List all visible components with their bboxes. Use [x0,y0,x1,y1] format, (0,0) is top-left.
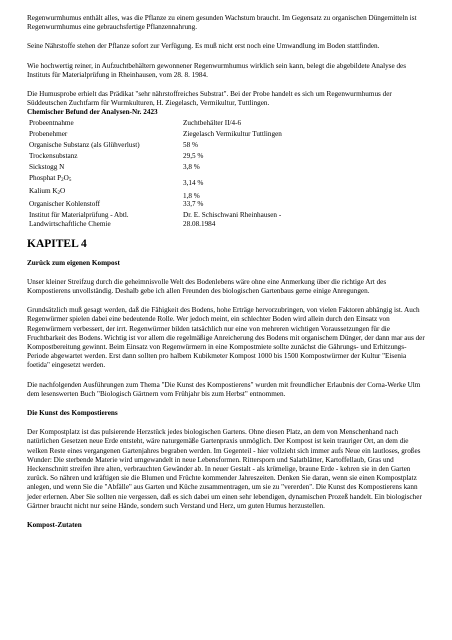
table-cell-value: Zuchtbehälter II/4-6 [183,119,242,128]
table-row [27,174,405,187]
table-row [27,163,405,174]
table-row [27,152,405,163]
table-cell-value: 29,5 % [183,152,204,161]
table-row [27,211,405,228]
signature-line: Dr. E. Schischwani Rheinhausen - [183,211,282,220]
formula-subscript: 5 [68,178,72,184]
institute-line: Landwirtschaftliche Chemie [29,220,111,229]
table-cell-value: 3,14 % [183,178,204,187]
table-cell-key [27,187,181,200]
chapter-paragraph-4: Der Kompostplatz ist das pulsierende Herzstück jedes biologischen Gartens. Ohne diesen Platz, an dem von Menschenhand nach natürlichen Gesetzen neue Erde entsteht, wäre naturgemäße Gartenpraxis unmöglich. Der Kompost ist kein trauriger Ort, an dem die welken Reste eines vergangenen Gartenjahres begraben werden. Im Gegenteil - hier vollzieht sich immer aufs Neue ein lautloses, großes Wunder: Die sterbende Materie wird umgewandelt in neue Lebensformen. Rittersporn und Salatblätter, Kartoffellaub, Gras und Heckenschnitt streifen ihre alten, verbrauchten Gewänder ab. In neuer Gestalt - als krümelige, braune Erde - kehren sie in den Garten zurück. So nähren und kräftigen sie die Blumen und Früchte kommender Jahreszeiten. Denken Sie daran, wenn sie einen Kompostplatz anlegen, und wenn Sie die "Abfälle" aus Garten und Küche zusammentragen, um sie zu "vererden". Die Kunst des Kompostierens kann jeder erlernen. Aber Sie sollten nie vergessen, daß es sich dabei um einen sehr lebendigen, dynamischen Prozeß handelt. Ein biologischer Gärtner braucht nicht nur seine Hände, sondern such Verstand und Herz, um guten Humus herzustellen. [27,428,422,510]
chapter-paragraph-3: Die nachfolgenden Ausführungen zum Thema "Die Kunst des Kompostierens" wurden mit freundlicher Erlaubnis der Corna-Werke Ulm dem lesenswerten Buch "Biologisch Gärtnern vom Frühjahr bis zum Herbst" entnommen. [27,380,421,398]
institute-line: Institut für Materialprüfung - Abtl. [29,211,129,220]
analysis-table [27,119,405,228]
table-cell-value: 58 % [183,141,198,150]
document-page [27,14,427,540]
paragraph-intro-1: Regenwurmhumus enthält alles, was die Pflanze zu einem gesunden Wachstum braucht. Im Gegensatz zu organischen Düngemitteln ist Regenwurmhumus eine gebrauchsfertige Pflanzennahrung. [27,14,417,32]
table-cell-value [181,211,405,228]
analysis-table-title: Chemischer Befund der Analysen-Nr. 2423 [27,108,158,117]
formula-main: Kalium K [29,187,58,196]
formula-main: Phosphat P [29,174,62,183]
formula-subscript: 2 [57,191,61,197]
section-heading-zutaten: Kompost-Zutaten [27,521,82,530]
table-cell-key: Organische Substanz (als Glühverlust) [29,141,140,150]
table-cell-key [27,174,181,187]
table-cell-key: Probenehmer [29,130,68,139]
table-row [27,141,405,152]
chapter-title: KAPITEL 4 [27,237,87,250]
table-row [27,130,405,141]
section-heading-kunst: Die Kunst des Kompostierens [27,409,118,418]
paragraph-intro-2: Seine Nährstoffe stehen der Pflanze sofort zur Verfügung. Es muß nicht erst noch eine Umwandlung im Boden stattfinden. [27,42,380,51]
table-cell-key: Probeentnahme [29,119,74,128]
formula-main: O [60,187,66,196]
table-cell-key: Sickstogg N [29,163,65,172]
formula-main: O [63,174,69,183]
chapter-paragraph-1: Unser kleiner Streifzug durch die geheimnisvolle Welt des Bodenlebens wäre ohne eine Anmerkung über die richtige Art des Kompostierens unvollständig. Deshalb gebe ich allen Freunden des biologischen Gartenbaus gerne einige Anregungen. [27,277,387,296]
table-row [27,200,405,211]
chapter-subtitle: Zurück zum eigenen Kompost [27,258,120,267]
paragraph-intro-3: Wie hochwertig reiner, in Aufzuchtbehältern gewonnener Regenwurmhumus wirklich sein kann, belegt die abgebildete Analyse des Instituts für Materialprüfung in Rheinhausen, vom 28. 8. 1984. [27,61,407,79]
table-cell-key [27,211,181,228]
table-cell-key: Trockensubstanz [29,152,78,161]
table-row [27,187,405,200]
paragraph-intro-4: Die Humusprobe erhielt das Prädikat "sehr nährstoffreiches Substrat". Bei der Probe handelt es sich um Regenwurmhumus der Süddeutschen Zuchtfarm für Wurmkulturen, H. Ziegelasch, Vermikultur, Tuttlingen. [27,90,392,108]
table-cell-value: 33,7 % [183,200,204,209]
chapter-paragraph-2: Grundsätzlich muß gesagt werden, daß die Fähigkeit des Bodens, hohe Erträge hervorzubringen, von vielen Faktoren abhängig ist. Auch Regenwürmer spielen dabei eine bedeutende Rolle. Wer jedoch meint, ein schlechter Boden wird allein durch den Einsatz von Regenwürmern verbessert, der irrt. Regenwürmer bilden tatsächlich nur eine von mehreren wichtigen Voraussetzungen für die Fruchtbarkeit des Bodens. Wichtig ist vor allem die regelmäßige Anreicherung des Bodens mit organischem Dünger, der dann mar aus der Kompostbereitung gewinnt. Beim Einsatz von Regenwürmern in eine Kompostmiete sollte zunächst die Gährungs- und Erhitzungs-Periode abgewartet werden. Erst dann sollten pro halbem Kubikmeter Kompost 1000 bis 1500 Kompostwürmer der Kultur "Eisenia foetida" eingesetzt werden. [27,306,425,370]
table-cell-value: 3,8 % [183,163,200,172]
formula-subscript: 2 [61,178,64,184]
signature-line: 28.08.1984 [183,220,216,229]
table-cell-value: Ziegelasch Vermikultur Tuttlingen [183,130,282,139]
table-cell-value: 1,8 % [183,191,200,200]
table-cell-key: Organischer Kohlenstoff [29,200,100,209]
table-row [27,119,405,130]
